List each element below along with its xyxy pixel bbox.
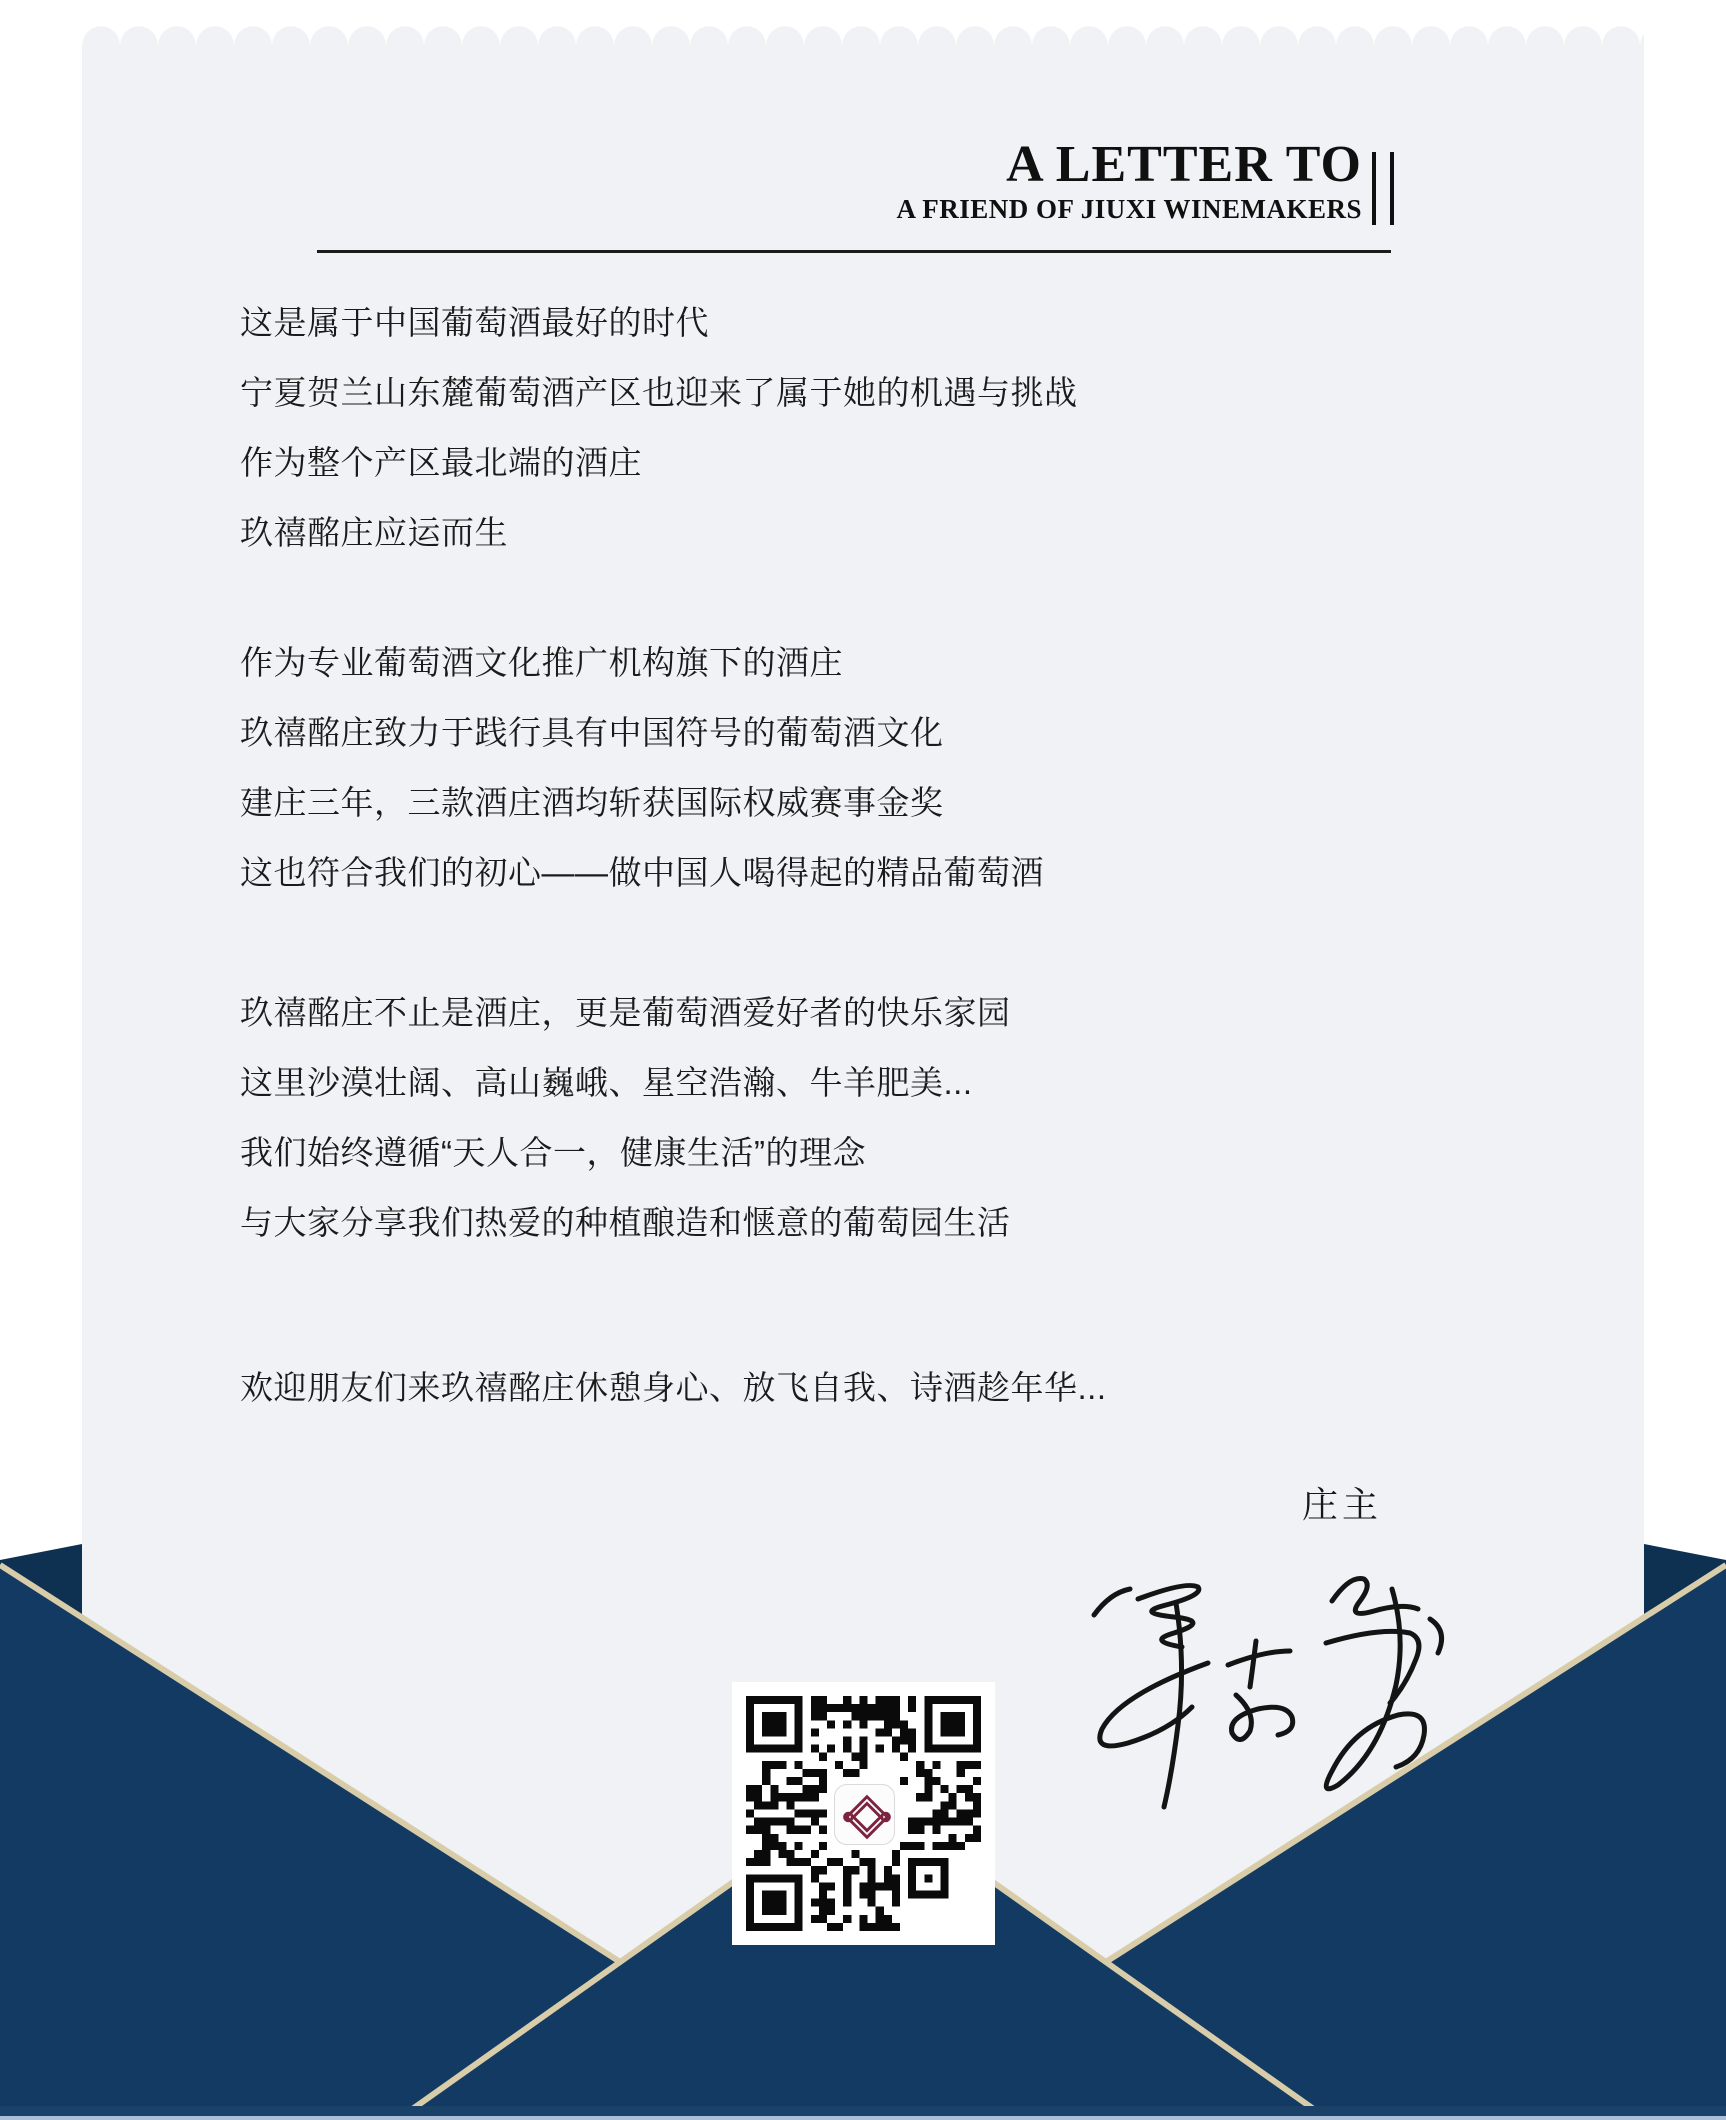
letter-line: 建庄三年，三款酒庄酒均斩获国际权威赛事金奖 (240, 784, 944, 821)
letter-line: 欢迎朋友们来玖禧酩庄休憩身心、放飞自我、诗酒趁年华... (240, 1369, 1107, 1406)
letter-line: 我们始终遵循“天人合一，健康生活”的理念 (240, 1134, 866, 1171)
letter-line: 玖禧酩庄不止是酒庄，更是葡萄酒爱好者的快乐家园 (240, 994, 1011, 1031)
letter-line: 与大家分享我们热爱的种植酿造和惬意的葡萄园生活 (240, 1204, 1011, 1241)
letter-line: 这也符合我们的初心——做中国人喝得起的精品葡萄酒 (240, 854, 1044, 891)
letter-line: 作为整个产区最北端的酒庄 (240, 444, 642, 481)
letter-line: 这是属于中国葡萄酒最好的时代 (240, 304, 709, 341)
letter-subtitle: A FRIEND OF JIUXI WINEMAKERS (896, 194, 1362, 224)
letter-line: 玖禧酩庄应运而生 (240, 514, 508, 551)
qr-center-logo (834, 1784, 895, 1845)
bottom-edge-highlight (0, 2116, 1726, 2120)
qr-code-box (732, 1682, 995, 1945)
letter-line: 作为专业葡萄酒文化推广机构旗下的酒庄 (240, 644, 843, 681)
letter-line: 宁夏贺兰山东麓葡萄酒产区也迎来了属于她的机遇与挑战 (240, 374, 1078, 411)
letter-title: A LETTER TO (1006, 136, 1362, 193)
letter-line: 这里沙漠壮阔、高山巍峨、星空浩瀚、牛羊肥美... (240, 1064, 973, 1101)
letter-line: 玖禧酩庄致力于践行具有中国符号的葡萄酒文化 (240, 714, 944, 751)
diamond-lattice-mark-icon (840, 1790, 894, 1844)
signer-title: 庄主 (1301, 1484, 1382, 1525)
